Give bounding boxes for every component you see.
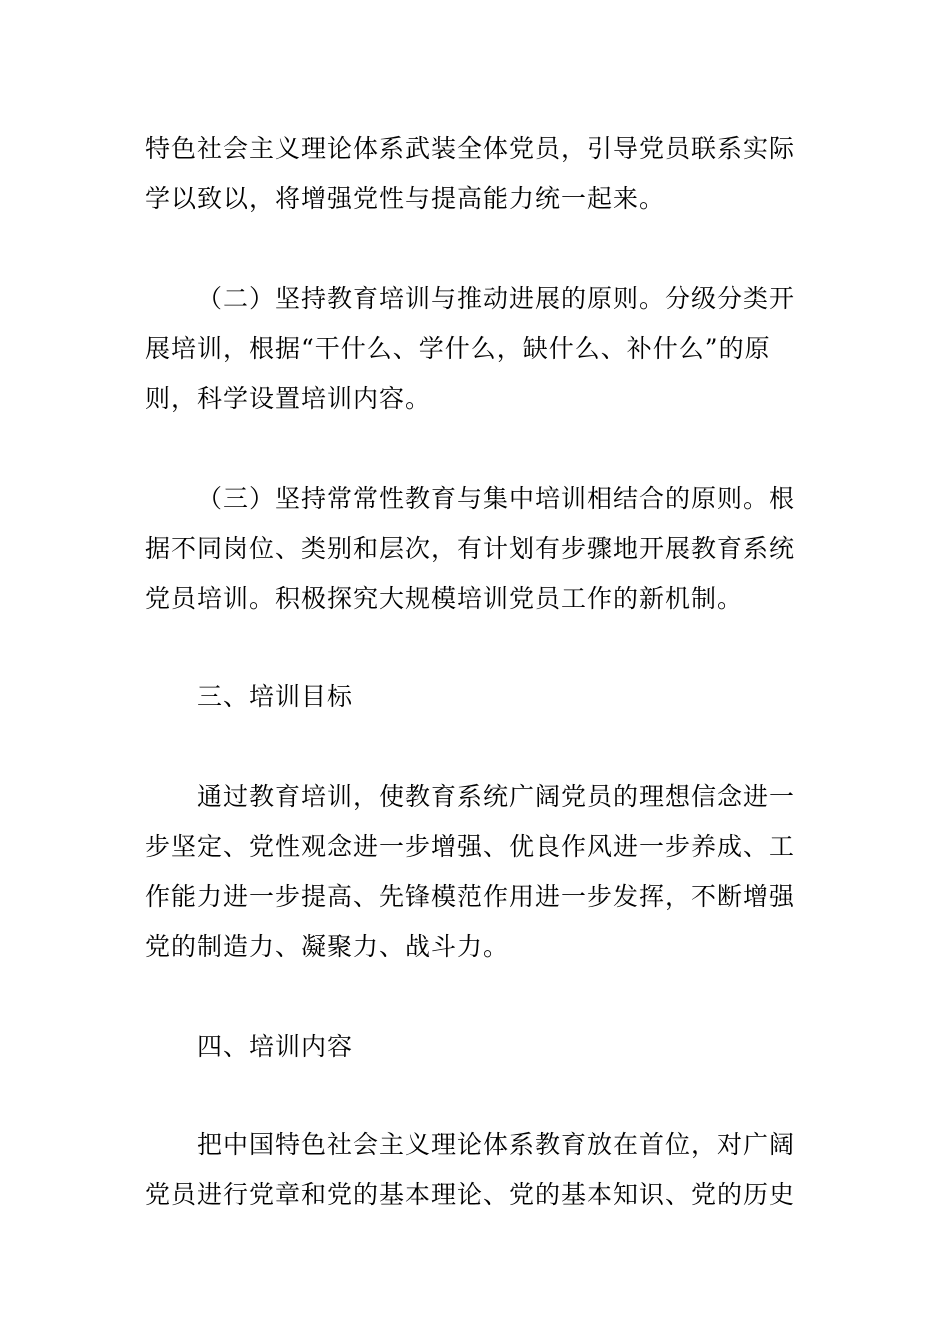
paragraph-line: 作能力进一步提高、先锋模范作用进一步发挥，不断增强 bbox=[145, 882, 796, 911]
paragraph-continuation bbox=[145, 124, 807, 224]
paragraph-line: 则，科学设置培训内容。 bbox=[145, 384, 432, 413]
paragraph-line: 特色社会主义理论体系武装全体党员，引导党员联系实际 bbox=[145, 134, 796, 163]
paragraph-line: 把中国特色社会主义理论体系教育放在首位，对广阔 bbox=[197, 1130, 796, 1159]
section-heading: 四、培训内容 bbox=[197, 1032, 354, 1061]
paragraph-principle-3 bbox=[145, 474, 807, 624]
paragraph-line: 据不同岗位、类别和层次，有计划有步骤地开展教育系统 bbox=[145, 534, 796, 563]
paragraph-line: 通过教育培训，使教育系统广阔党员的理想信念进一 bbox=[197, 782, 796, 811]
paragraph-line: 学以致以，将增强党性与提高能力统一起来。 bbox=[145, 184, 666, 213]
paragraph-line: 展培训，根据“干什么、学什么，缺什么、补什么”的原 bbox=[145, 334, 771, 363]
paragraph-line: 党员进行党章和党的基本理论、党的基本知识、党的历史 bbox=[145, 1180, 796, 1209]
paragraph-line: 步坚定、党性观念进一步增强、优良作风进一步养成、工 bbox=[145, 832, 796, 861]
paragraph-objectives bbox=[145, 772, 807, 972]
paragraph-content bbox=[145, 1120, 807, 1220]
paragraph-principle-2 bbox=[145, 274, 807, 424]
section-heading: 三、培训目标 bbox=[197, 682, 354, 711]
paragraph-line: 党员培训。积极探究大规模培训党员工作的新机制。 bbox=[145, 584, 744, 613]
section-heading-objectives bbox=[145, 672, 807, 722]
section-heading-content bbox=[145, 1022, 807, 1072]
paragraph-line: （三）坚持常常性教育与集中培训相结合的原则。根 bbox=[197, 484, 796, 513]
paragraph-line: （二）坚持教育培训与推动进展的原则。分级分类开 bbox=[197, 284, 796, 313]
paragraph-line: 党的制造力、凝聚力、战斗力。 bbox=[145, 932, 510, 961]
